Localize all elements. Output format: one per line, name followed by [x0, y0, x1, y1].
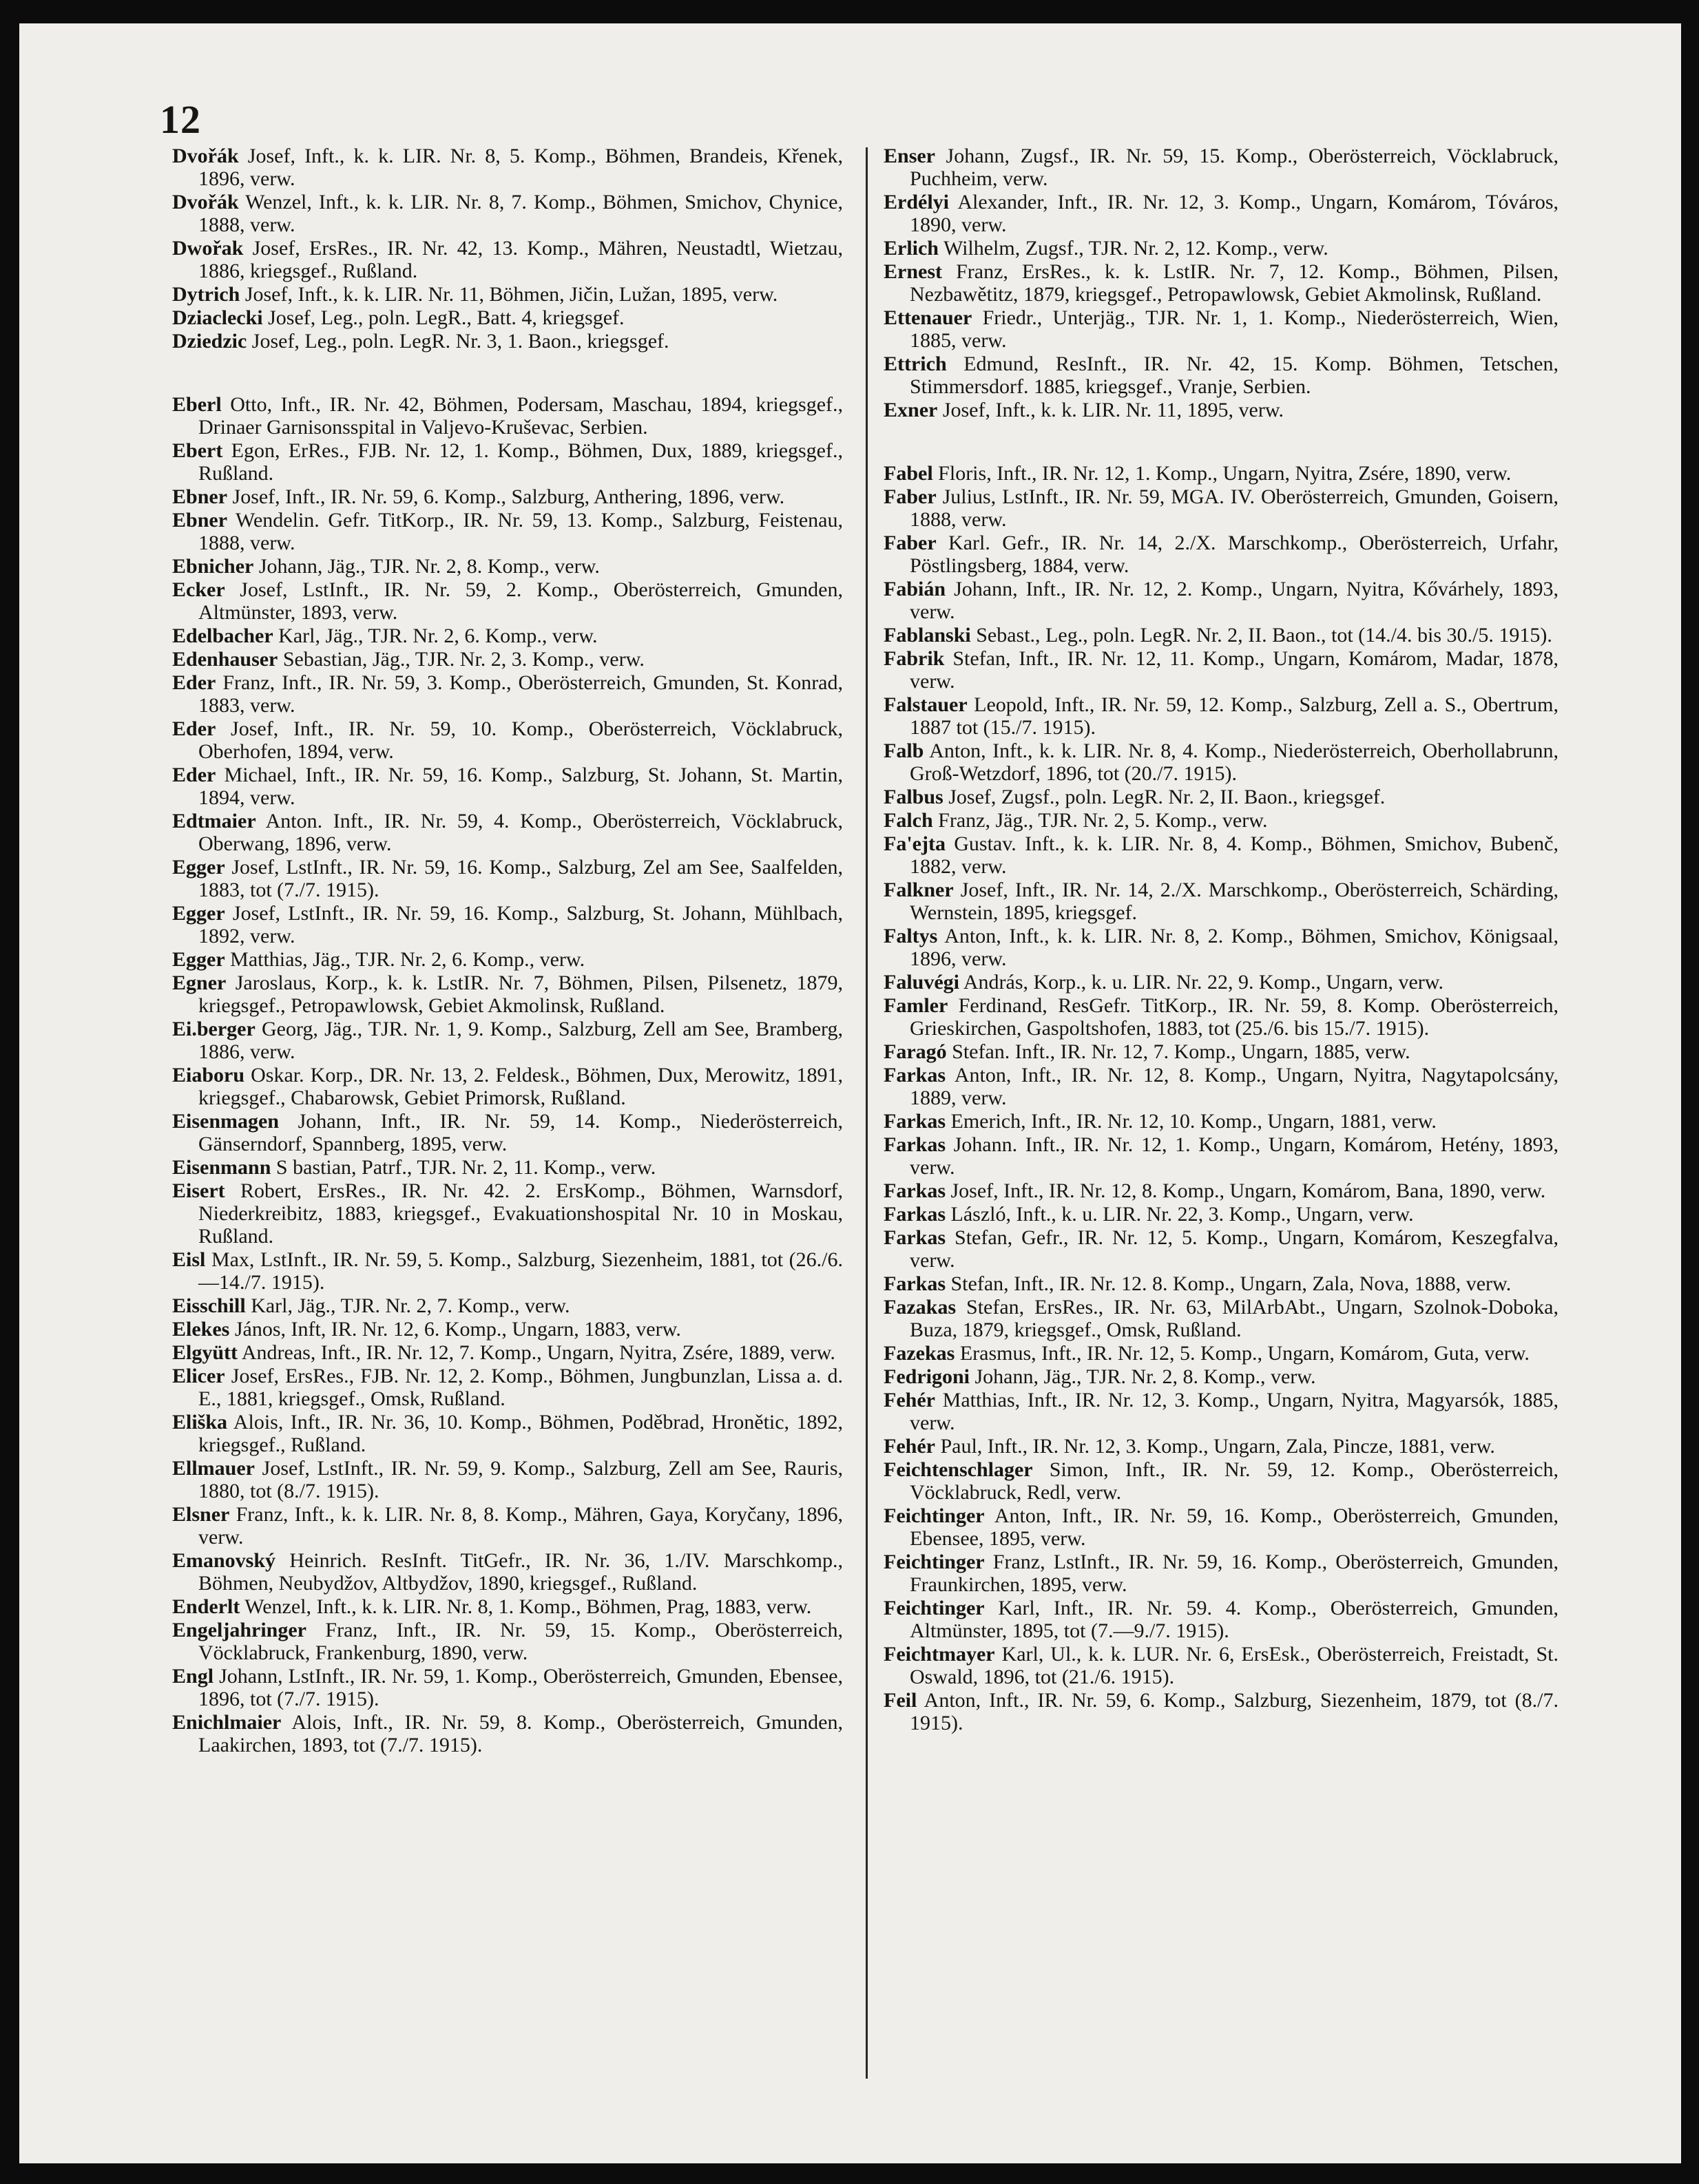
entry-details: Josef, LstInft., IR. Nr. 59, 2. Komp., Oberösterreich, Gmunden, Altmünster, 1893, verw. — [198, 578, 843, 624]
entry-details: Johann, Zugsf., IR. Nr. 59, 15. Komp., Oberösterreich, Vöcklabruck, Puchheim, verw. — [910, 145, 1559, 190]
entry-surname: Fehér — [884, 1389, 935, 1411]
casualty-entry — [172, 1110, 843, 1155]
entry-surname: Dvořák — [172, 145, 239, 167]
entry-surname: Fehér — [884, 1435, 935, 1458]
entry-surname: Dvořák — [172, 191, 239, 213]
letter-section-gap — [884, 422, 1559, 462]
casualty-entry — [172, 578, 843, 624]
casualty-entry — [172, 902, 843, 947]
entry-details: Josef, Inft., IR. Nr. 12, 8. Komp., Ungarn, Komárom, Bana, 1890, verw. — [946, 1179, 1546, 1202]
casualty-entry — [172, 1018, 843, 1063]
casualty-entry — [172, 1156, 843, 1179]
entry-details: Erasmus, Inft., IR. Nr. 12, 5. Komp., Ungarn, Komárom, Guta, verw. — [955, 1342, 1530, 1365]
casualty-entry — [172, 948, 843, 971]
casualty-entry — [172, 393, 843, 439]
casualty-entry — [884, 832, 1559, 878]
entry-details: Matthias, Jäg., TJR. Nr. 2, 6. Komp., verw. — [225, 948, 585, 971]
casualty-entry — [172, 972, 843, 1017]
entry-surname: Faber — [884, 532, 937, 554]
casualty-entry — [172, 145, 843, 190]
entry-details: Karl. Gefr., IR. Nr. 14, 2./X. Marschkomp., Oberösterreich, Urfahr, Pöstlingsberg, 1884, verw. — [910, 532, 1559, 577]
entry-details: Julius, LstInft., IR. Nr. 59, MGA. IV. Oberösterreich, Gmunden, Goisern, 1888, verw. — [910, 485, 1559, 531]
casualty-entry — [884, 191, 1559, 236]
entry-surname: Faragó — [884, 1040, 947, 1063]
entry-surname: Feichtinger — [884, 1504, 985, 1527]
casualty-entry — [884, 879, 1559, 924]
entry-surname: Falch — [884, 809, 933, 832]
entry-details: Franz, Inft., IR. Nr. 59, 3. Komp., Oberösterreich, Gmunden, St. Konrad, 1883, verw. — [198, 671, 843, 717]
entry-details: Karl, Inft., IR. Nr. 59. 4. Komp., Oberösterreich, Gmunden, Altmünster, 1895, tot (7.—9./7. 1915). — [910, 1597, 1559, 1642]
casualty-entry — [884, 399, 1559, 421]
entry-surname: Falkner — [884, 879, 954, 901]
entry-surname: Dytrich — [172, 283, 240, 306]
entry-surname: Falbus — [884, 786, 944, 808]
entry-details: Michael, Inft., IR. Nr. 59, 16. Komp., Salzburg, St. Johann, St. Martin, 1894, verw. — [198, 764, 843, 809]
casualty-entry — [172, 1619, 843, 1664]
entry-surname: Egger — [172, 948, 225, 971]
casualty-entry — [172, 764, 843, 809]
casualty-entry — [172, 1549, 843, 1595]
entry-details: Gustav. Inft., k. k. LIR. Nr. 8, 4. Komp., Böhmen, Smichov, Bubenč, 1882, verw. — [910, 832, 1559, 878]
entry-details: Edmund, ResInft., IR. Nr. 42, 15. Komp. Böhmen, Tetschen, Stimmersdorf. 1885, kriegsgef., Vranje, Serbien. — [910, 353, 1559, 398]
column-divider — [866, 147, 868, 2079]
casualty-entry — [884, 578, 1559, 623]
entry-details: Josef, Inft., IR. Nr. 59, 10. Komp., Oberösterreich, Vöcklabruck, Oberhofen, 1894, verw. — [198, 717, 843, 763]
casualty-entry — [884, 925, 1559, 970]
entry-details: Johann, Jäg., TJR. Nr. 2, 8. Komp., verw. — [970, 1365, 1316, 1388]
entry-surname: Ebert — [172, 439, 223, 462]
entry-surname: Elsner — [172, 1503, 230, 1526]
entry-surname: Engeljahringer — [172, 1619, 306, 1641]
entry-surname: Fablanski — [884, 624, 971, 647]
casualty-entry — [884, 786, 1559, 808]
entry-details: Friedr., Unterjäg., TJR. Nr. 1, 1. Komp., Niederösterreich, Wien, 1885, verw. — [910, 306, 1559, 352]
entry-surname: Edtmaier — [172, 810, 256, 832]
entry-details: Sebastian, Jäg., TJR. Nr. 2, 3. Komp., verw. — [278, 648, 645, 671]
entry-surname: Exner — [884, 399, 938, 421]
entry-details: Josef, Leg., poln. LegR., Batt. 4, kriegsgef. — [262, 306, 625, 329]
casualty-entry — [172, 1341, 843, 1364]
casualty-entry — [884, 971, 1559, 994]
casualty-entry — [172, 648, 843, 671]
entry-details: Stefan. Inft., IR. Nr. 12, 7. Komp., Ungarn, 1885, verw. — [946, 1040, 1410, 1063]
casualty-entry — [884, 1389, 1559, 1434]
entry-surname: Fazakas — [884, 1296, 956, 1319]
entry-details: Heinrich. ResInft. TitGefr., IR. Nr. 36, 1./IV. Marschkomp., Böhmen, Neubydžov, Altbydžov, 1890, kriegsgef., Rußland. — [198, 1549, 843, 1595]
casualty-entry — [884, 1689, 1559, 1734]
entry-surname: Farkas — [884, 1064, 946, 1086]
entry-surname: Falstauer — [884, 693, 968, 716]
entry-details: Georg, Jäg., TJR. Nr. 1, 9. Komp., Salzburg, Zell am See, Bramberg, 1886, verw. — [198, 1018, 843, 1063]
entry-surname: Fabel — [884, 462, 933, 485]
entry-details: Johann, LstInft., IR. Nr. 59, 1. Komp., Oberösterreich, Gmunden, Ebensee, 1896, tot (7./7. 1915). — [198, 1665, 843, 1710]
casualty-entry — [172, 1711, 843, 1756]
entry-surname: Faltys — [884, 925, 938, 947]
scan-border-top — [0, 0, 1699, 23]
casualty-entry — [884, 1643, 1559, 1688]
entry-details: Stefan, Inft., IR. Nr. 12, 11. Komp., Ungarn, Komárom, Madar, 1878, verw. — [910, 647, 1559, 693]
entry-details: Anton, Inft., k. k. LIR. Nr. 8, 2. Komp., Böhmen, Smichov, Königsaal, 1896, verw. — [910, 925, 1559, 970]
entry-details: Karl, Jäg., TJR. Nr. 2, 7. Komp., verw. — [245, 1294, 570, 1317]
casualty-entry — [884, 1296, 1559, 1341]
casualty-entry — [172, 509, 843, 554]
entry-details: Anton. Inft., IR. Nr. 59, 4. Komp., Oberösterreich, Vöcklabruck, Oberwang, 1896, verw. — [198, 810, 843, 855]
entry-surname: Egger — [172, 856, 225, 879]
casualty-entry — [172, 1318, 843, 1341]
entry-details: Josef, ErsRes., IR. Nr. 42, 13. Komp., Mähren, Neustadtl, Wietzau, 1886, kriegsgef., Rußland. — [198, 237, 843, 282]
entry-surname: Eder — [172, 671, 216, 694]
entry-details: Josef, Inft., k. k. LIR. Nr. 11, Böhmen, Jičin, Lužan, 1895, verw. — [240, 283, 778, 306]
entry-details: Josef, Inft., IR. Nr. 59, 6. Komp., Salzburg, Anthering, 1896, verw. — [227, 485, 785, 508]
casualty-entry — [884, 260, 1559, 306]
entry-surname: Feichtinger — [884, 1597, 985, 1619]
entry-details: Anton, Inft., k. k. LIR. Nr. 8, 4. Komp., Niederösterreich, Oberhollabrunn, Groß-Wetzdorf, 1896, tot (20./7. 1915). — [910, 739, 1559, 785]
entry-surname: Fabián — [884, 578, 946, 600]
casualty-entry — [884, 237, 1559, 260]
entry-surname: Elgyütt — [172, 1341, 238, 1364]
entry-details: Wilhelm, Zugsf., TJR. Nr. 2, 12. Komp., verw. — [939, 237, 1328, 260]
entry-surname: Elicer — [172, 1365, 225, 1387]
entry-details: Franz, Inft., IR. Nr. 59, 15. Komp., Oberösterreich, Vöcklabruck, Frankenburg, 1890, verw. — [198, 1619, 843, 1664]
entry-details: Franz, Inft., k. k. LIR. Nr. 8, 8. Komp., Mähren, Gaya, Koryčany, 1896, verw. — [198, 1503, 843, 1548]
letter-section-gap — [172, 353, 843, 393]
entry-details: Alois, Inft., IR. Nr. 36, 10. Komp., Böhmen, Poděbrad, Hronětic, 1892, kriegsgef., Rußland. — [198, 1411, 843, 1456]
entry-surname: Feil — [884, 1689, 917, 1712]
casualty-entry — [172, 1365, 843, 1410]
entry-surname: Ebnicher — [172, 555, 254, 578]
entry-surname: Engl — [172, 1665, 214, 1688]
entry-surname: Egger — [172, 902, 225, 925]
entry-surname: Eisl — [172, 1248, 206, 1271]
casualty-entry — [172, 856, 843, 901]
casualty-entry — [884, 809, 1559, 832]
entry-surname: Eisert — [172, 1179, 225, 1202]
entry-details: Otto, Inft., IR. Nr. 42, Böhmen, Podersam, Maschau, 1894, kriegsgef., Drinaer Garnisonsspital in Valjevo-Kruševac, Serbien. — [198, 393, 843, 439]
entry-details: Oskar. Korp., DR. Nr. 13, 2. Feldesk., Böhmen, Dux, Merowitz, 1891, kriegsgef., Chabarowsk, Gebiet Primorsk, Rußland. — [198, 1064, 843, 1109]
scan-border-left — [0, 0, 19, 2184]
casualty-entry — [172, 1294, 843, 1317]
entry-surname: Falb — [884, 739, 924, 762]
entry-surname: Feichtenschlager — [884, 1458, 1033, 1481]
entry-surname: Eberl — [172, 393, 222, 416]
casualty-entry — [172, 283, 843, 306]
entry-details: Johann, Inft., IR. Nr. 12, 2. Komp., Ungarn, Nyitra, Kővárhely, 1893, verw. — [910, 578, 1559, 623]
entry-details: Josef, Inft., k. k. LIR. Nr. 8, 5. Komp., Böhmen, Brandeis, Křenek, 1896, verw. — [198, 145, 843, 190]
entry-surname: Ecker — [172, 578, 225, 601]
entry-surname: Erlich — [884, 237, 939, 260]
entry-details: Josef, ErsRes., FJB. Nr. 12, 2. Komp., Böhmen, Jungbunzlan, Lissa a. d. E., 1881, kriegsgef., Omsk, Rußland. — [198, 1365, 843, 1410]
entry-surname: Eder — [172, 717, 216, 740]
entry-surname: Fa'ejta — [884, 832, 946, 855]
casualty-entry — [172, 624, 843, 647]
entry-details: Matthias, Inft., IR. Nr. 12, 3. Komp., Ungarn, Nyitra, Magyarsók, 1885, verw. — [910, 1389, 1559, 1434]
entry-surname: Farkas — [884, 1110, 946, 1133]
casualty-entry — [884, 1064, 1559, 1109]
entry-details: Franz, LstInft., IR. Nr. 59, 16. Komp., Oberösterreich, Gmunden, Fraunkirchen, 1895, verw. — [910, 1551, 1559, 1596]
casualty-entry — [884, 1272, 1559, 1295]
entry-details: Stefan, Inft., IR. Nr. 12. 8. Komp., Ungarn, Zala, Nova, 1888, verw. — [946, 1272, 1512, 1295]
entry-surname: Eder — [172, 764, 216, 786]
casualty-entry — [172, 1457, 843, 1502]
casualty-entry — [884, 462, 1559, 485]
casualty-entry — [884, 1597, 1559, 1642]
entry-surname: Dziaclecki — [172, 306, 263, 329]
casualty-entry — [884, 1342, 1559, 1365]
entry-surname: Eliška — [172, 1411, 228, 1434]
entry-surname: Ebner — [172, 509, 228, 532]
casualty-entry — [884, 532, 1559, 577]
entry-details: Robert, ErsRes., IR. Nr. 42. 2. ErsKomp., Böhmen, Warnsdorf, Niederkreibitz, 1883, kriegsgef., Evakuationshospital Nr. 10 in Moskau, Rußland. — [198, 1179, 843, 1248]
casualty-entry — [884, 994, 1559, 1040]
entry-details: Wenzel, Inft., k. k. LIR. Nr. 8, 7. Komp., Böhmen, Smichov, Chynice, 1888, verw. — [198, 191, 843, 236]
entry-details: Anton, Inft., IR. Nr. 59, 6. Komp., Salzburg, Siezenheim, 1879, tot (8./7. 1915). — [910, 1689, 1559, 1734]
casualty-entry — [884, 647, 1559, 693]
entry-details: Josef, LstInft., IR. Nr. 59, 16. Komp., Salzburg, Zel am See, Saalfelden, 1883, tot (7./7. 1915). — [198, 856, 843, 901]
entry-surname: Farkas — [884, 1179, 946, 1202]
entry-details: Wendelin. Gefr. TitKorp., IR. Nr. 59, 13. Komp., Salzburg, Feistenau, 1888, verw. — [198, 509, 843, 554]
entry-surname: Feichtmayer — [884, 1643, 995, 1666]
entry-surname: Edenhauser — [172, 648, 278, 671]
entry-details: Jaroslaus, Korp., k. k. LstIR. Nr. 7, Böhmen, Pilsen, Pilsenetz, 1879, kriegsgef., Petropawlowsk, Gebiet Akmolinsk, Rußland. — [198, 972, 843, 1017]
casualty-entry — [884, 1365, 1559, 1388]
entry-surname: Elekes — [172, 1318, 230, 1341]
casualty-entry — [884, 145, 1559, 190]
entry-surname: Faluvégi — [884, 971, 959, 994]
entry-details: János, Inft, IR. Nr. 12, 6. Komp., Ungarn, 1883, verw. — [229, 1318, 681, 1341]
casualty-entry — [172, 1411, 843, 1456]
entry-details: Karl, Ul., k. k. LUR. Nr. 6, ErsEsk., Oberösterreich, Freistadt, St. Oswald, 1896, tot (21./6. 1915). — [910, 1643, 1559, 1688]
entry-details: Simon, Inft., IR. Nr. 59, 12. Komp., Oberösterreich, Vöcklabruck, Redl, verw. — [910, 1458, 1559, 1504]
entry-surname: Fabrik — [884, 647, 945, 670]
entry-details: S bastian, Patrf., TJR. Nr. 2, 11. Komp., verw. — [271, 1156, 656, 1179]
entry-details: Josef, LstInft., IR. Nr. 59, 9. Komp., Salzburg, Zell am See, Rauris, 1880, tot (8./7. 1915). — [198, 1457, 843, 1502]
casualty-entry — [884, 1226, 1559, 1272]
entry-surname: Feichtinger — [884, 1551, 985, 1573]
entry-details: Anton, Inft., IR. Nr. 59, 16. Komp., Oberösterreich, Gmunden, Ebensee, 1895, verw. — [910, 1504, 1559, 1550]
entry-details: Alois, Inft., IR. Nr. 59, 8. Komp., Oberösterreich, Gmunden, Laakirchen, 1893, tot (7./7. 1915). — [198, 1711, 843, 1756]
entry-details: Josef, Zugsf., poln. LegR. Nr. 2, II. Baon., kriegsgef. — [943, 786, 1386, 808]
entry-details: Anton, Inft., IR. Nr. 12, 8. Komp., Ungarn, Nyitra, Nagytapolcsány, 1889, verw. — [910, 1064, 1559, 1109]
entry-surname: Ei.berger — [172, 1018, 256, 1040]
entry-surname: Egner — [172, 972, 227, 994]
entry-surname: Ettenauer — [884, 306, 972, 329]
entry-details: Karl, Jäg., TJR. Nr. 2, 6. Komp., verw. — [273, 624, 598, 647]
entry-details: Johann, Inft., IR. Nr. 59, 14. Komp., Niederösterreich, Gänserndorf, Spannberg, 1895, verw. — [198, 1110, 843, 1155]
entry-surname: Enser — [884, 145, 935, 167]
entry-surname: Farkas — [884, 1226, 946, 1249]
casualty-entry — [884, 1203, 1559, 1226]
casualty-entry — [172, 1665, 843, 1710]
casualty-entry — [172, 1595, 843, 1618]
entry-surname: Farkas — [884, 1272, 946, 1295]
entry-details: Leopold, Inft., IR. Nr. 59, 12. Komp., Salzburg, Zell a. S., Obertrum, 1887 tot (15./7. 1915). — [910, 693, 1559, 739]
casualty-entry — [884, 1133, 1559, 1179]
left-column — [172, 145, 843, 1757]
casualty-entry — [172, 810, 843, 855]
casualty-entry — [172, 717, 843, 763]
casualty-entry — [172, 237, 843, 282]
right-column — [884, 145, 1559, 1735]
casualty-entry — [884, 1040, 1559, 1063]
entry-surname: Eiaboru — [172, 1064, 245, 1086]
entry-details: Max, LstInft., IR. Nr. 59, 5. Komp., Salzburg, Siezenheim, 1881, tot (26./6.—14./7. 1915). — [198, 1248, 843, 1294]
entry-details: Stefan, Gefr., IR. Nr. 12, 5. Komp., Ungarn, Komárom, Keszegfalva, verw. — [910, 1226, 1559, 1272]
casualty-entry — [172, 671, 843, 717]
casualty-entry — [884, 1435, 1559, 1458]
entry-details: Floris, Inft., IR. Nr. 12, 1. Komp., Ungarn, Nyitra, Zsére, 1890, verw. — [932, 462, 1512, 485]
entry-surname: Eisenmann — [172, 1156, 271, 1179]
entry-details: Wenzel, Inft., k. k. LIR. Nr. 8, 1. Komp., Böhmen, Prag, 1883, verw. — [240, 1595, 812, 1618]
entry-surname: Dziedzic — [172, 330, 247, 353]
entry-details: László, Inft., k. u. LIR. Nr. 22, 3. Komp., Ungarn, verw. — [946, 1203, 1414, 1226]
entry-details: Sebast., Leg., poln. LegR. Nr. 2, II. Baon., tot (14./4. bis 30./5. 1915). — [970, 624, 1552, 647]
casualty-entry — [884, 485, 1559, 531]
entry-details: Alexander, Inft., IR. Nr. 12, 3. Komp., Ungarn, Komárom, Tóváros, 1890, verw. — [910, 191, 1559, 236]
casualty-entry — [172, 555, 843, 578]
casualty-entry — [884, 1458, 1559, 1504]
entry-details: Josef, Leg., poln. LegR. Nr. 3, 1. Baon., kriegsgef. — [247, 330, 669, 353]
entry-details: Franz, ErsRes., k. k. LstIR. Nr. 7, 12. Komp., Böhmen, Pilsen, Nezbawětitz, 1879, kriegsgef., Petropawlowsk, Gebiet Akmolinsk, Rußland. — [910, 260, 1559, 306]
entry-surname: Ettrich — [884, 353, 947, 375]
casualty-entry — [884, 1504, 1559, 1550]
entry-details: Egon, ErRes., FJB. Nr. 12, 1. Komp., Böhmen, Dux, 1889, kriegsgef., Rußland. — [198, 439, 843, 485]
scan-border-bottom — [0, 2163, 1699, 2184]
casualty-entry — [884, 1551, 1559, 1596]
casualty-entry — [172, 191, 843, 236]
entry-surname: Farkas — [884, 1133, 946, 1156]
entry-details: Josef, Inft., IR. Nr. 14, 2./X. Marschkomp., Oberösterreich, Schärding, Wernstein, 1895, kriegsgef. — [910, 879, 1559, 924]
entry-surname: Eisenmagen — [172, 1110, 280, 1133]
casualty-entry — [884, 624, 1559, 647]
entry-surname: Famler — [884, 994, 948, 1017]
casualty-entry — [884, 306, 1559, 352]
casualty-entry — [172, 485, 843, 508]
casualty-entry — [172, 1179, 843, 1248]
entry-surname: Edelbacher — [172, 624, 273, 647]
casualty-entry — [172, 1248, 843, 1294]
entry-surname: Erdélyi — [884, 191, 949, 213]
entry-details: Johann. Inft., IR. Nr. 12, 1. Komp., Ungarn, Komárom, Hetény, 1893, verw. — [910, 1133, 1559, 1179]
entry-surname: Dwořak — [172, 237, 244, 260]
entry-surname: Ebner — [172, 485, 228, 508]
entry-surname: Fazekas — [884, 1342, 955, 1365]
entry-details: Johann, Jäg., TJR. Nr. 2, 8. Komp., verw. — [253, 555, 600, 578]
scan-border-right — [1681, 0, 1699, 2184]
casualty-entry — [884, 739, 1559, 785]
entry-details: Josef, LstInft., IR. Nr. 59, 16. Komp., Salzburg, St. Johann, Mühlbach, 1892, verw. — [198, 902, 843, 947]
casualty-entry — [884, 693, 1559, 739]
entry-details: Emerich, Inft., IR. Nr. 12, 10. Komp., Ungarn, 1881, verw. — [946, 1110, 1437, 1133]
entry-details: Ferdinand, ResGefr. TitKorp., IR. Nr. 59, 8. Komp. Oberösterreich, Grieskirchen, Gaspoltshofen, 1883, tot (25./6. bis 15./7. 1915). — [910, 994, 1559, 1040]
casualty-entry — [884, 1110, 1559, 1133]
entry-surname: Fedrigoni — [884, 1365, 970, 1388]
entry-surname: Faber — [884, 485, 937, 508]
casualty-entry — [172, 1503, 843, 1548]
entry-details: Josef, Inft., k. k. LIR. Nr. 11, 1895, verw. — [937, 399, 1284, 421]
entry-surname: Enderlt — [172, 1595, 240, 1618]
entry-surname: Farkas — [884, 1203, 946, 1226]
entry-surname: Enichlmaier — [172, 1711, 282, 1734]
entry-details: Franz, Jäg., TJR. Nr. 2, 5. Komp., verw. — [932, 809, 1268, 832]
casualty-entry — [172, 330, 843, 353]
entry-details: Andreas, Inft., IR. Nr. 12, 7. Komp., Ungarn, Nyitra, Zsére, 1889, verw. — [238, 1341, 835, 1364]
entry-details: Stefan, ErsRes., IR. Nr. 63, MilArbAbt., Ungarn, Szolnok-Doboka, Buza, 1879, kriegsgef., Omsk, Rußland. — [910, 1296, 1559, 1341]
entry-details: András, Korp., k. u. LIR. Nr. 22, 9. Komp., Ungarn, verw. — [959, 971, 1443, 994]
casualty-entry — [172, 1064, 843, 1109]
entry-surname: Eisschill — [172, 1294, 246, 1317]
entry-details: Paul, Inft., IR. Nr. 12, 3. Komp., Ungarn, Zala, Pincze, 1881, verw. — [935, 1435, 1495, 1458]
entry-surname: Ernest — [884, 260, 942, 283]
casualty-entry — [172, 439, 843, 485]
casualty-entry — [884, 353, 1559, 398]
page-number: 12 — [160, 97, 201, 142]
entry-surname: Ellmauer — [172, 1457, 255, 1480]
casualty-entry — [884, 1179, 1559, 1202]
entry-surname: Emanovský — [172, 1549, 276, 1572]
casualty-entry — [172, 306, 843, 329]
